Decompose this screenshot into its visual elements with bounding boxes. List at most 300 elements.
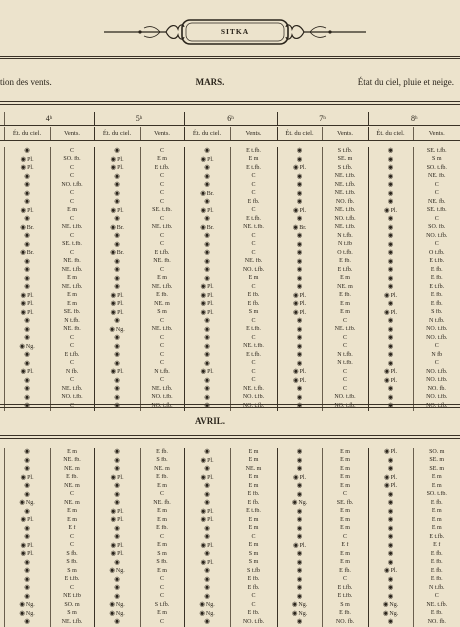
left-title: tion des vents. [0,77,52,87]
sky-state-cell [368,385,413,394]
sky-state-label: Pl. [207,292,214,299]
wind-cell: NE. t.fb. [230,385,277,394]
sky-state-cell [277,164,322,173]
wind-cell: SE. t.fb. [413,147,460,156]
sky-state-cell [184,241,230,250]
wind-cell: SO. m [413,448,460,457]
sky-state-label: Pl. [299,309,307,316]
sky-state-label: Pl. [117,551,124,557]
sky-symbol-icon: ◉ [387,342,394,350]
wind-cell: SE. t.fb. [140,207,184,216]
sky-state-label: Br. [299,224,307,231]
wind-cell: NE. t.fb. [322,173,368,182]
wind-cell: C [50,232,94,241]
sky-symbol-icon: ◉ [204,499,210,506]
wind-cell: S m [322,601,368,610]
sky-state-cell [94,164,140,173]
sky-state-label: Pl. [390,474,398,481]
top-rule-thin [0,58,460,59]
sky-state-cell [94,190,140,199]
sky-symbol-icon: ◉ [387,575,394,583]
sky-state-label: Pl. [27,165,34,171]
sky-state-cell [184,232,230,241]
wind-cell: NO. fb. [413,385,460,394]
sky-symbol-icon: ◉ [24,325,30,333]
sky-symbol-icon: ◉ [387,223,394,231]
sky-symbol-icon: ◉ [20,308,27,316]
sky-state-label: Ng. [205,610,215,617]
wind-cell: SO. t.fb. [413,491,460,500]
table-row [0,351,460,360]
sky-state-cell [368,533,413,542]
wind-cell: C [140,190,184,199]
sky-state-cell [184,542,230,551]
wind-cell: E m [322,550,368,559]
sky-symbol-icon: ◉ [296,359,303,367]
sky-symbol-icon: ◉ [204,351,210,358]
vents-header: Vents. [322,127,368,141]
sky-state-label: Pl. [299,292,307,299]
sky-state-label: Br. [206,224,214,231]
sky-state-cell [184,224,230,233]
sky-state-cell [277,266,322,275]
sky-symbol-icon: ◉ [24,465,30,472]
sky-state-cell [4,156,50,165]
table-row [0,275,460,284]
wind-cell: C [230,249,277,258]
sky-state-cell [94,360,140,369]
sky-state-cell [4,525,50,534]
wind-cell: E m [322,516,368,525]
sky-state-label: Br. [26,224,34,231]
wind-cell: E fb. [230,292,277,301]
sky-symbol-icon: ◉ [110,550,117,557]
sky-state-cell [184,559,230,568]
wind-cell: S m [413,156,460,165]
wind-cell: C [140,351,184,360]
wind-cell: E m [230,482,277,491]
sky-state-cell [94,576,140,585]
sky-symbol-icon: ◉ [24,584,30,591]
sky-state-label: Ng. [298,500,308,506]
wind-cell: E fb. [413,559,460,568]
sky-symbol-icon: ◉ [19,609,25,617]
sky-state-cell [4,385,50,394]
sky-state-label: Pl. [117,207,124,214]
wind-cell: NE. t.fb. [140,385,184,394]
sky-state-cell [184,258,230,267]
sky-state-cell [4,516,50,525]
sky-symbol-icon: ◉ [296,402,303,409]
wind-cell: C [413,360,460,369]
wind-cell: C [50,491,94,500]
sky-symbol-icon: ◉ [19,342,25,350]
sky-state-cell [368,300,413,309]
wind-cell: E m [322,482,368,491]
wind-cell: C [413,241,460,250]
sky-state-cell [368,482,413,491]
sky-state-cell [4,550,50,559]
wind-cell: C [140,491,184,500]
sky-state-cell [277,448,322,457]
sky-symbol-icon: ◉ [387,490,394,498]
sky-symbol-icon: ◉ [110,368,117,375]
sky-symbol-icon: ◉ [24,592,30,600]
sky-state-label: Ng. [205,602,215,608]
wind-cell: C [140,343,184,352]
wind-cell: E fb. [413,499,460,508]
sky-state-cell [184,215,230,224]
wind-cell: C [322,377,368,386]
column-header [0,127,460,141]
wind-cell: C [50,147,94,156]
sky-symbol-icon: ◉ [114,351,120,358]
sky-symbol-icon: ◉ [296,181,303,188]
sky-state-cell [184,491,230,500]
sky-state-cell [184,394,230,403]
wind-cell: S m [50,610,94,619]
sky-symbol-icon: ◉ [24,359,30,367]
sky-state-label: Ng. [115,568,125,574]
wind-cell: C [140,317,184,326]
sky-symbol-icon: ◉ [114,317,120,324]
sky-state-cell [94,601,140,610]
table-row [0,508,460,517]
sky-state-label: Pl. [207,284,214,290]
wind-cell: E t.fb. [230,215,277,224]
sky-symbol-icon: ◉ [296,342,303,350]
wind-cell: NE. t.fb. [322,326,368,335]
sky-state-cell [4,215,50,224]
sky-state-cell [4,508,50,517]
sky-symbol-icon: ◉ [296,456,303,464]
sky-state-cell [368,360,413,369]
wind-cell: NO. t.fb. [322,394,368,403]
wind-cell: C [413,181,460,190]
sky-symbol-icon: ◉ [114,198,120,205]
sky-state-cell [4,326,50,335]
sky-symbol-icon: ◉ [296,393,303,401]
wind-cell: C [140,593,184,602]
sky-state-cell [368,576,413,585]
sky-state-cell [368,164,413,173]
sky-state-cell [368,241,413,250]
sky-state-label: Pl. [207,542,214,549]
wind-cell: E t.fb. [322,584,368,593]
sky-state-cell [4,533,50,542]
sky-symbol-icon: ◉ [114,385,120,392]
wind-cell: NE. t.fb. [140,283,184,292]
sky-symbol-icon: ◉ [204,482,210,489]
sky-symbol-icon: ◉ [204,567,210,574]
sky-state-label: Pl. [117,309,124,316]
table-row [0,283,460,292]
sky-symbol-icon: ◉ [296,507,303,515]
sky-symbol-icon: ◉ [114,359,120,367]
sky-state-cell [184,618,230,627]
sky-symbol-icon: ◉ [383,368,390,375]
sky-state-cell [277,360,322,369]
wind-cell: E m [322,275,368,284]
table-row [0,215,460,224]
sky-symbol-icon: ◉ [24,490,30,498]
sky-state-cell [94,584,140,593]
table-row [0,317,460,326]
ornament-title: SITKA [220,27,250,36]
sky-symbol-icon: ◉ [204,402,210,409]
sky-state-cell [277,618,322,627]
sky-state-cell [368,343,413,352]
wind-cell: E t.fb. [413,283,460,292]
sky-state-cell [184,465,230,474]
sky-state-cell [184,601,230,610]
sky-symbol-icon: ◉ [114,240,120,248]
sky-symbol-icon: ◉ [110,249,116,256]
wind-cell: C [50,377,94,386]
sky-state-cell [277,385,322,394]
table-row [0,491,460,500]
sky-symbol-icon: ◉ [296,283,303,290]
wind-cell: NE. t.fb. [322,207,368,216]
sky-state-cell [368,550,413,559]
wind-cell: C [140,576,184,585]
sky-symbol-icon: ◉ [204,325,210,333]
sky-state-label: Pl. [390,369,398,375]
sky-state-label: Pl. [207,309,214,316]
mars-table [0,147,460,411]
sky-state-label: Pl. [117,542,124,549]
sky-state-cell [4,491,50,500]
sky-symbol-icon: ◉ [204,575,210,583]
wind-cell: C [230,317,277,326]
wind-cell: NE. t.fb. [322,224,368,233]
sky-symbol-icon: ◉ [204,274,210,282]
wind-cell: E m [230,448,277,457]
sky-state-label: Ng. [115,602,125,608]
sky-symbol-icon: ◉ [292,164,299,171]
sky-symbol-icon: ◉ [292,473,299,481]
sky-symbol-icon: ◉ [114,524,120,532]
wind-cell: NE. m [322,283,368,292]
sky-symbol-icon: ◉ [296,274,303,282]
sky-state-cell [277,173,322,182]
sky-symbol-icon: ◉ [387,189,394,197]
sky-symbol-icon: ◉ [296,550,303,557]
wind-cell: C [322,533,368,542]
sky-symbol-icon: ◉ [387,283,394,290]
sky-state-cell [368,334,413,343]
wind-cell: NE. m [50,482,94,491]
wind-cell: E fb. [413,550,460,559]
sky-state-cell [277,190,322,199]
hour-header [0,112,460,126]
wind-cell: E m [140,508,184,517]
sky-state-cell [368,610,413,619]
sky-symbol-icon: ◉ [296,558,303,566]
sky-symbol-icon: ◉ [114,266,120,273]
wind-cell: S fb. [140,457,184,466]
sky-state-cell [277,241,322,250]
wind-cell: E m [50,207,94,216]
sky-symbol-icon: ◉ [204,181,210,188]
wind-cell: C [140,241,184,250]
table-row [0,164,460,173]
sky-symbol-icon: ◉ [296,592,303,600]
wind-cell: E m [413,474,460,483]
sky-state-cell [94,317,140,326]
sky-state-cell [4,618,50,627]
wind-cell: E fb. [413,300,460,309]
sky-state-cell [94,292,140,301]
wind-cell: E m [230,275,277,284]
sky-state-cell [277,457,322,466]
sky-symbol-icon: ◉ [114,172,120,180]
sky-state-cell [184,326,230,335]
wind-cell: C [50,215,94,224]
wind-cell: E fb. [322,567,368,576]
sky-state-label: Pl. [117,156,124,163]
table-row [0,567,460,576]
sky-symbol-icon: ◉ [291,609,298,617]
sky-symbol-icon: ◉ [200,189,206,197]
wind-cell: SO. m [50,601,94,610]
sky-symbol-icon: ◉ [109,601,115,608]
sky-state-cell [4,232,50,241]
sky-state-cell [277,351,322,360]
wind-cell: E t.fb. [230,508,277,517]
sky-state-cell [94,567,140,576]
sky-symbol-icon: ◉ [110,507,117,515]
wind-cell: S m [140,550,184,559]
sky-state-cell [184,508,230,517]
sky-state-cell [277,147,322,156]
vents-header: Vents. [140,127,184,141]
sky-symbol-icon: ◉ [387,584,394,591]
wind-cell: E m [322,508,368,517]
sky-symbol-icon: ◉ [383,308,390,316]
sky-symbol-icon: ◉ [20,300,27,307]
sky-symbol-icon: ◉ [387,550,394,557]
sky-symbol-icon: ◉ [383,567,390,574]
sky-state-cell [4,343,50,352]
wind-cell: E t.fb. [230,164,277,173]
sky-symbol-icon: ◉ [387,240,394,248]
table-row [0,559,460,568]
wind-cell: E fb. [322,610,368,619]
wind-cell: O t.fb. [413,249,460,258]
table-row [0,198,460,207]
sky-state-cell [4,457,50,466]
sky-state-cell [277,559,322,568]
sky-state-cell [4,224,50,233]
table-row [0,147,460,156]
wind-cell: SE. m [322,156,368,165]
sky-symbol-icon: ◉ [24,215,30,222]
sky-symbol-icon: ◉ [114,499,120,506]
table-row [0,474,460,483]
sky-state-cell [94,610,140,619]
sky-symbol-icon: ◉ [387,507,394,515]
sky-state-cell [277,334,322,343]
wind-cell: NE. t.fb. [230,224,277,233]
wind-cell: NO. t.fb. [413,334,460,343]
hour-7-header: 7ʰ [277,112,368,126]
sky-state-cell [4,576,50,585]
wind-cell: C [140,198,184,207]
sky-state-cell [94,173,140,182]
sky-symbol-icon: ◉ [204,592,210,600]
wind-cell: C [230,181,277,190]
wind-cell: N t.fb. [413,317,460,326]
sky-symbol-icon: ◉ [24,232,30,239]
wind-cell: NO. t.fb. [140,394,184,403]
sky-symbol-icon: ◉ [204,317,210,324]
sky-symbol-icon: ◉ [110,223,116,231]
wind-cell: N t.fb. [322,360,368,369]
sky-state-cell [277,567,322,576]
sky-symbol-icon: ◉ [296,172,303,180]
sky-state-label: Pl. [117,165,124,171]
wind-cell: SE. fb. [322,499,368,508]
wind-cell: NO. t.fb. [322,215,368,224]
sky-state-cell [184,283,230,292]
wind-cell: E fb. [140,525,184,534]
avril-rows [0,448,460,627]
wind-cell: S m [230,550,277,559]
wind-cell: E m [50,275,94,284]
sky-symbol-icon: ◉ [19,499,25,506]
sky-symbol-icon: ◉ [296,334,303,341]
sky-state-cell [368,457,413,466]
sky-state-label: Pl. [299,474,307,481]
sky-state-label: Pl. [207,457,214,464]
sky-state-label: Br. [116,250,124,256]
sky-symbol-icon: ◉ [24,317,30,324]
sky-state-cell [277,533,322,542]
sky-symbol-icon: ◉ [204,376,210,384]
sky-state-cell [368,567,413,576]
wind-cell: C [140,618,184,627]
wind-cell: E fb. [413,266,460,275]
sky-symbol-icon: ◉ [387,385,394,392]
sky-symbol-icon: ◉ [110,300,117,307]
sky-symbol-icon: ◉ [296,482,303,489]
sky-symbol-icon: ◉ [110,308,117,316]
sky-state-cell [184,334,230,343]
table-row [0,156,460,165]
wind-cell: NE. m [230,465,277,474]
sky-symbol-icon: ◉ [199,601,205,608]
hour-6-header: 6ʰ [184,112,277,126]
sky-state-cell [368,258,413,267]
wind-cell: C [50,542,94,551]
sky-state-cell [277,292,322,301]
wind-cell: S m [50,567,94,576]
sky-symbol-icon: ◉ [387,618,394,625]
etat-header: Ét. du ciel. [368,127,413,141]
sky-symbol-icon: ◉ [114,147,120,154]
sky-state-cell [184,474,230,483]
sky-symbol-icon: ◉ [296,465,303,472]
vents-header: Vents. [230,127,277,141]
top-rule [0,56,460,57]
wind-cell: E t.fb. [140,164,184,173]
sky-symbol-icon: ◉ [296,448,303,455]
wind-cell: C [50,249,94,258]
sky-state-label: Pl. [390,292,398,299]
sky-state-label: Pl. [390,483,398,489]
wind-cell: N t.fb. [50,317,94,326]
